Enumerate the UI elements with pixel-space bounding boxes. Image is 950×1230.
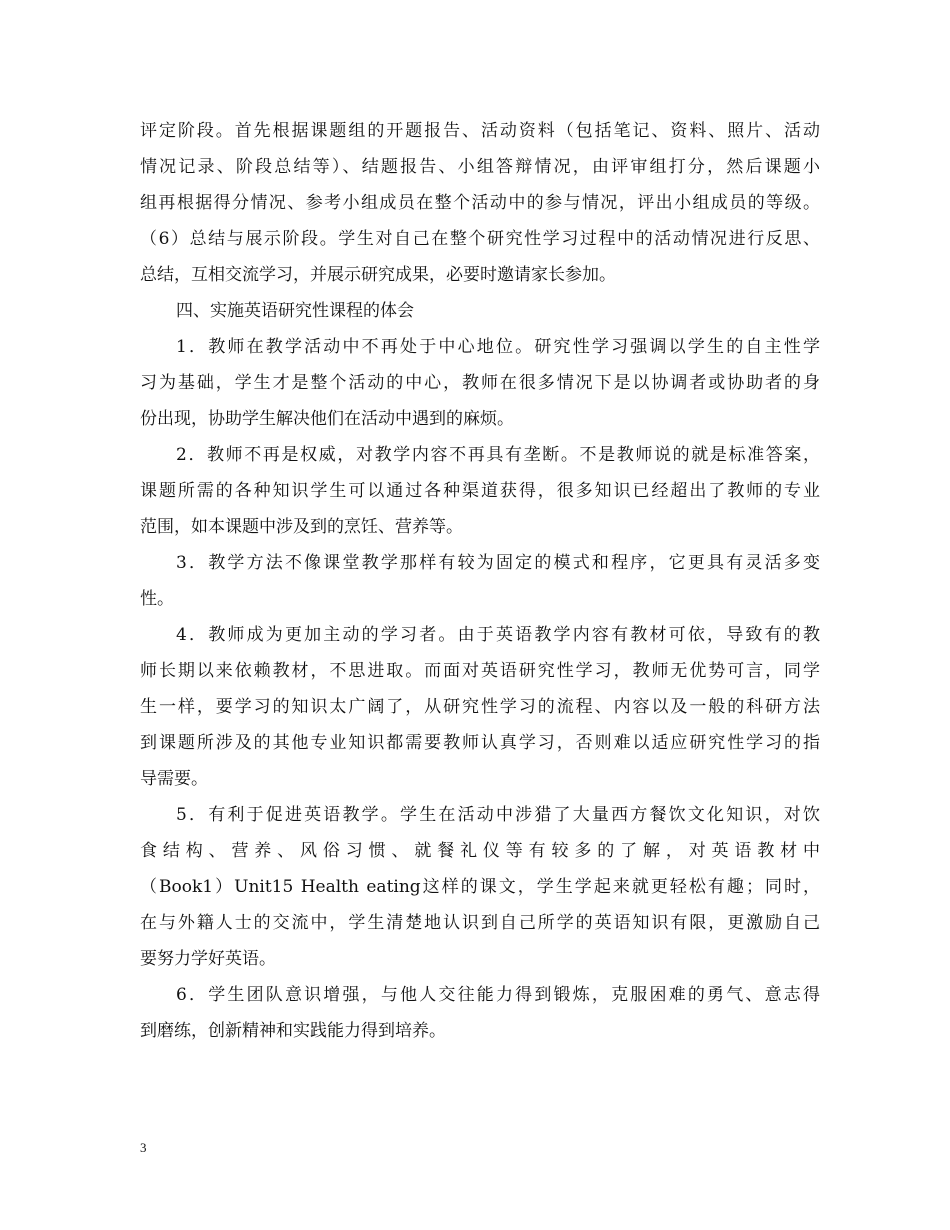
text-line: 课题所需的各种知识学生可以通过各种渠道获得，很多知识已经超出了教师的专业 [140,481,820,501]
text-line: 食结构、营养、风俗习惯、就餐礼仪等有较多的了解，对英语教材中 [140,841,820,861]
text-line: 到磨练，创新精神和实践能力得到培养。 [140,1021,446,1041]
text-line: 师长期以来依赖教材，不思进取。而面对英语研究性学习，教师无优势可言，同学 [140,661,820,681]
text-line: 评定阶段。首先根据课题组的开题报告、活动资料（包括笔记、资料、照片、活动 [140,121,820,141]
text-line: 生一样，要学习的知识太广阔了，从研究性学习的流程、内容以及一般的科研方法 [140,697,820,717]
section-heading: 四、实施英语研究性课程的体会 [176,301,414,321]
text-line: （Book1）Unit15 Health eating这样的课文，学生学起来就更轻松有趣；同时， [140,877,820,897]
text-line: 到课题所涉及的其他专业知识都需要教师认真学习，否则难以适应研究性学习的指 [140,733,820,753]
page-number: 3 [140,1140,147,1155]
text-line: 4．教师成为更加主动的学习者。由于英语教学内容有教材可依，导致有的教 [176,625,820,645]
text-line: 在与外籍人士的交流中，学生清楚地认识到自己所学的英语知识有限，更激励自己 [140,913,820,933]
text-line: （6）总结与展示阶段。学生对自己在整个研究性学习过程中的活动情况进行反思、 [140,229,820,249]
text-line: 1．教师在教学活动中不再处于中心地位。研究性学习强调以学生的自主性学 [176,337,820,357]
text-line: 性。 [140,589,174,609]
text-line: 5．有利于促进英语教学。学生在活动中涉猎了大量西方餐饮文化知识，对饮 [176,805,820,825]
text-line: 6．学生团队意识增强，与他人交往能力得到锻炼，克服困难的勇气、意志得 [176,985,820,1005]
text-line: 范围，如本课题中涉及到的烹饪、营养等。 [140,517,463,537]
text-line: 份出现，协助学生解决他们在活动中遇到的麻烦。 [140,409,514,429]
text-line: 3．教学方法不像课堂教学那样有较为固定的模式和程序，它更具有灵活多变 [176,553,820,573]
text-line: 习为基础，学生才是整个活动的中心，教师在很多情况下是以协调者或协助者的身 [140,373,820,393]
text-line: 2．教师不再是权威，对教学内容不再具有垄断。不是教师说的就是标准答案， [176,445,820,465]
text-line: 总结，互相交流学习，并展示研究成果，必要时邀请家长参加。 [140,265,616,285]
text-line: 导需要。 [140,769,208,789]
text-line: 要努力学好英语。 [140,949,276,969]
text-line: 组再根据得分情况、参考小组成员在整个活动中的参与情况，评出小组成员的等级。 [140,193,820,213]
text-line: 情况记录、阶段总结等）、结题报告、小组答辩情况，由评审组打分，然后课题小 [140,157,820,177]
